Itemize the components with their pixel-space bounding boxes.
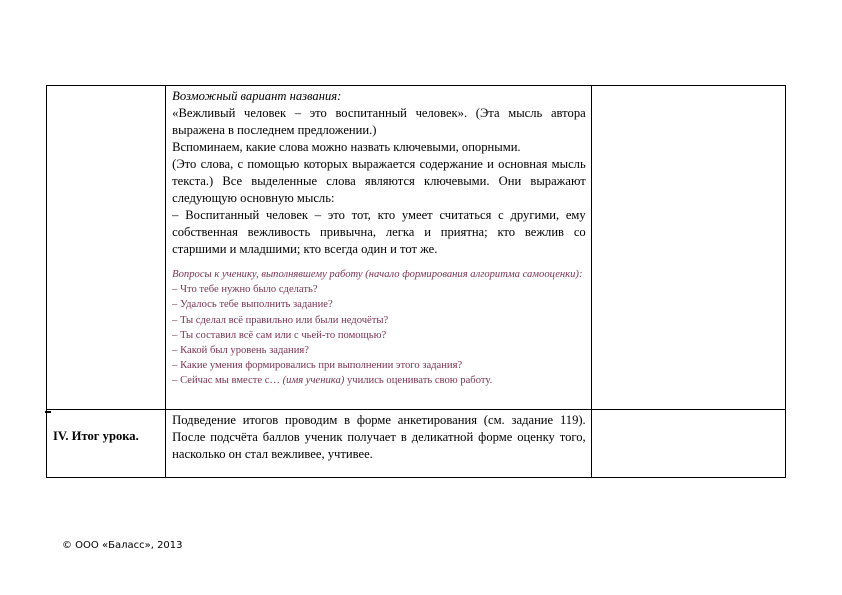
question-item: – Ты составил всё сам или с чьей-то помощью? [172,329,387,341]
questions-heading: Вопросы к ученику, выполнявшему работу (начало формирования алгоритма самооценки): [172,269,583,280]
question-text: – Сейчас мы вместе с… [172,375,283,387]
stage-cell [47,410,166,478]
content-cell [166,410,592,478]
question-item: – Удалось тебе выполнить задание? [172,299,333,311]
table-row [47,86,786,410]
question-item: – Что тебе нужно было сделать? [172,284,318,296]
question-item: – Какие умения формировались при выполнении этого задания? [172,360,463,372]
table-row [47,410,786,478]
student-name-placeholder: (имя ученика) [282,375,345,387]
content-line: Вспоминаем, какие слова можно назвать ключевыми, опорными. [172,140,521,154]
question-item: – Какой был уровень задания? [172,345,309,357]
content-cell [166,86,592,410]
summary-text: Подведение итогов проводим в форме анкетирования (см. задание 119). После подсчёта баллов ученик получает в деликатной форме оценку того, насколько он стал вежливее, учтивее. [172,413,586,461]
question-item-last [172,373,586,388]
question-item: – Ты сделал всё правильно или были недочёты? [172,314,389,326]
border-mark [45,411,51,413]
variant-heading: Возможный вариант названия: [172,89,342,103]
question-text: учились оценивать свою работу. [344,375,493,387]
notes-cell-empty [591,410,785,478]
notes-cell-empty [591,86,785,410]
stage-cell-empty [47,86,166,410]
lesson-table [46,85,786,478]
content-line: «Вежливый человек – это воспитанный человек». (Эта мысль автора выражена в последнем предложении.) [172,106,586,137]
content-line: – Воспитанный человек – это тот, кто умеет считаться с другими, ему собственная вежливость привычна, легка и приятна; кто вежлив со старшими и младшими; кто всегда один и тот же. [172,208,586,256]
content-line: (Это слова, с помощью которых выражается содержание и основная мысль текста.) Все выделенные слова являются ключевыми. Они выражают следующую основную мысль: [172,157,586,205]
stage-label: IV. Итог урока. [53,429,139,443]
copyright-footer: © ООО «Баласс», 2013 [62,540,183,551]
